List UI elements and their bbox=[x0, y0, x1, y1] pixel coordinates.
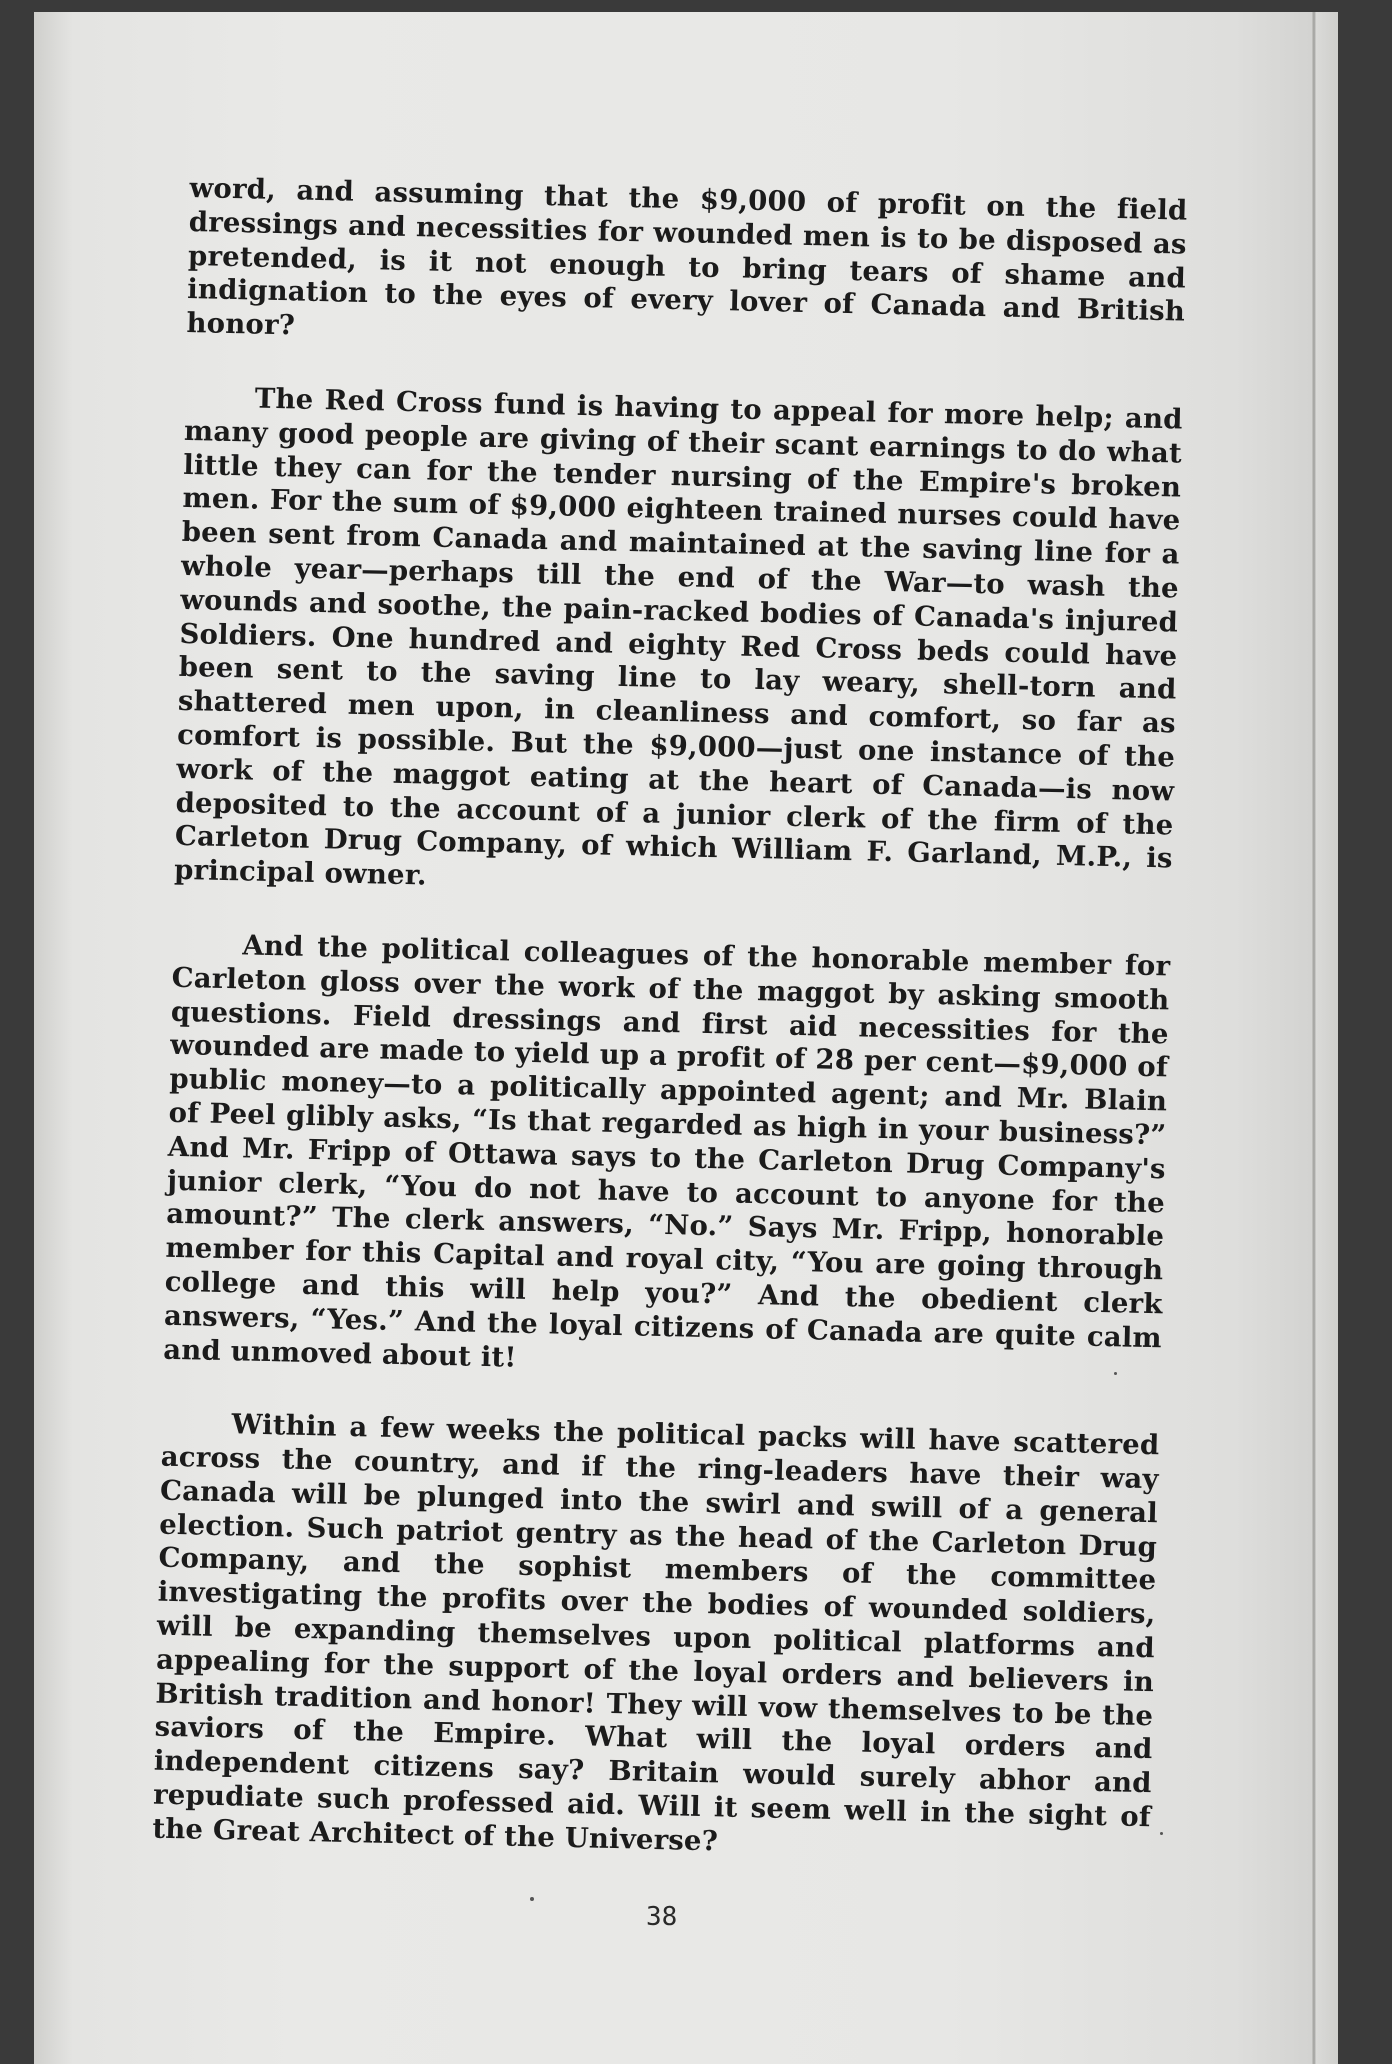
body-text bbox=[151, 172, 1188, 1909]
paper-speck bbox=[1114, 1372, 1117, 1375]
paper-speck bbox=[1160, 1832, 1163, 1835]
paragraph-3: And the political colleagues of the honorable member for Carleton gloss over the work of the maggot by asking smooth questions. Field dressings and first aid necessities for the wounded are made to yield up a profit of 28 per cent—$9,000 of public money—to a politically appointed agent; and Mr. Blain of Peel glibly asks, “Is that regarded as high in your business?” And Mr. Fripp of Ottawa says to the Carleton Drug Company's junior clerk, “You do not have to account to anyone for the amount?” The clerk answers, “No.” Says Mr. Fripp, honorable member for this Capital and royal city, “You are going through college and this will help you?” And the obedient clerk answers, “Yes.” And the loyal citizens of Canada are quite calm and unmoved about it! bbox=[162, 929, 1171, 1374]
paragraph-4: Within a few weeks the political packs will have scattered across the country, and if the ring-leaders have their way Canada will be plunged into the swirl and swill of a general election. Such patriot gentry as the head of the Carleton Drug Company, and the sophist members of the committee investigating the profits over the bodies of wounded soldiers, will be expanding themselves upon political platforms and appealing for the support of the loyal orders and believers in British tradition and honor! They will vow themselves to be the saviors of the Empire. What will the loyal orders and independent citizens say? Britain would surely abhor and repudiate such professed aid. Will it seem well in the sight of the Great Architect of the Universe? bbox=[152, 1408, 1160, 1858]
book-page bbox=[34, 12, 1338, 2064]
facing-page-edge bbox=[1316, 12, 1338, 2064]
paragraph-1: word, and assuming that the $9,000 of profit on the field dressings and necessities for wounded men is to be disposed as pretended, is it not enough to bring tears of shame and indignation to the eyes of every lover of Canada and British honor? bbox=[186, 172, 1188, 342]
page-number: 38 bbox=[646, 1902, 678, 1932]
paper-speck bbox=[530, 1897, 534, 1901]
book-spine bbox=[1312, 12, 1316, 2064]
paragraph-2: The Red Cross fund is having to appeal for more help; and many good people are giving of their scant earnings to do what little they can for the tender nursing of the Empire's broken men. For the sum of $9,000 eighteen trained nurses could have been sent from Canada and maintained at the saving line for a whole year—perhaps till the end of the War—to wash the wounds and soothe, the pain-racked bodies of Canada's injured Soldiers. One hundred and eighty Red Cross beds could have been sent to the saving line to lay weary, shell-torn and shattered men upon, in cleanliness and comfort, so far as comfort is possible. But the $9,000—just one instance of the work of the maggot eating at the heart of Canada—is now deposited to the account of a junior clerk of the firm of the Carleton Drug Company, of which William F. Garland, M.P., is principal owner. bbox=[173, 382, 1184, 892]
